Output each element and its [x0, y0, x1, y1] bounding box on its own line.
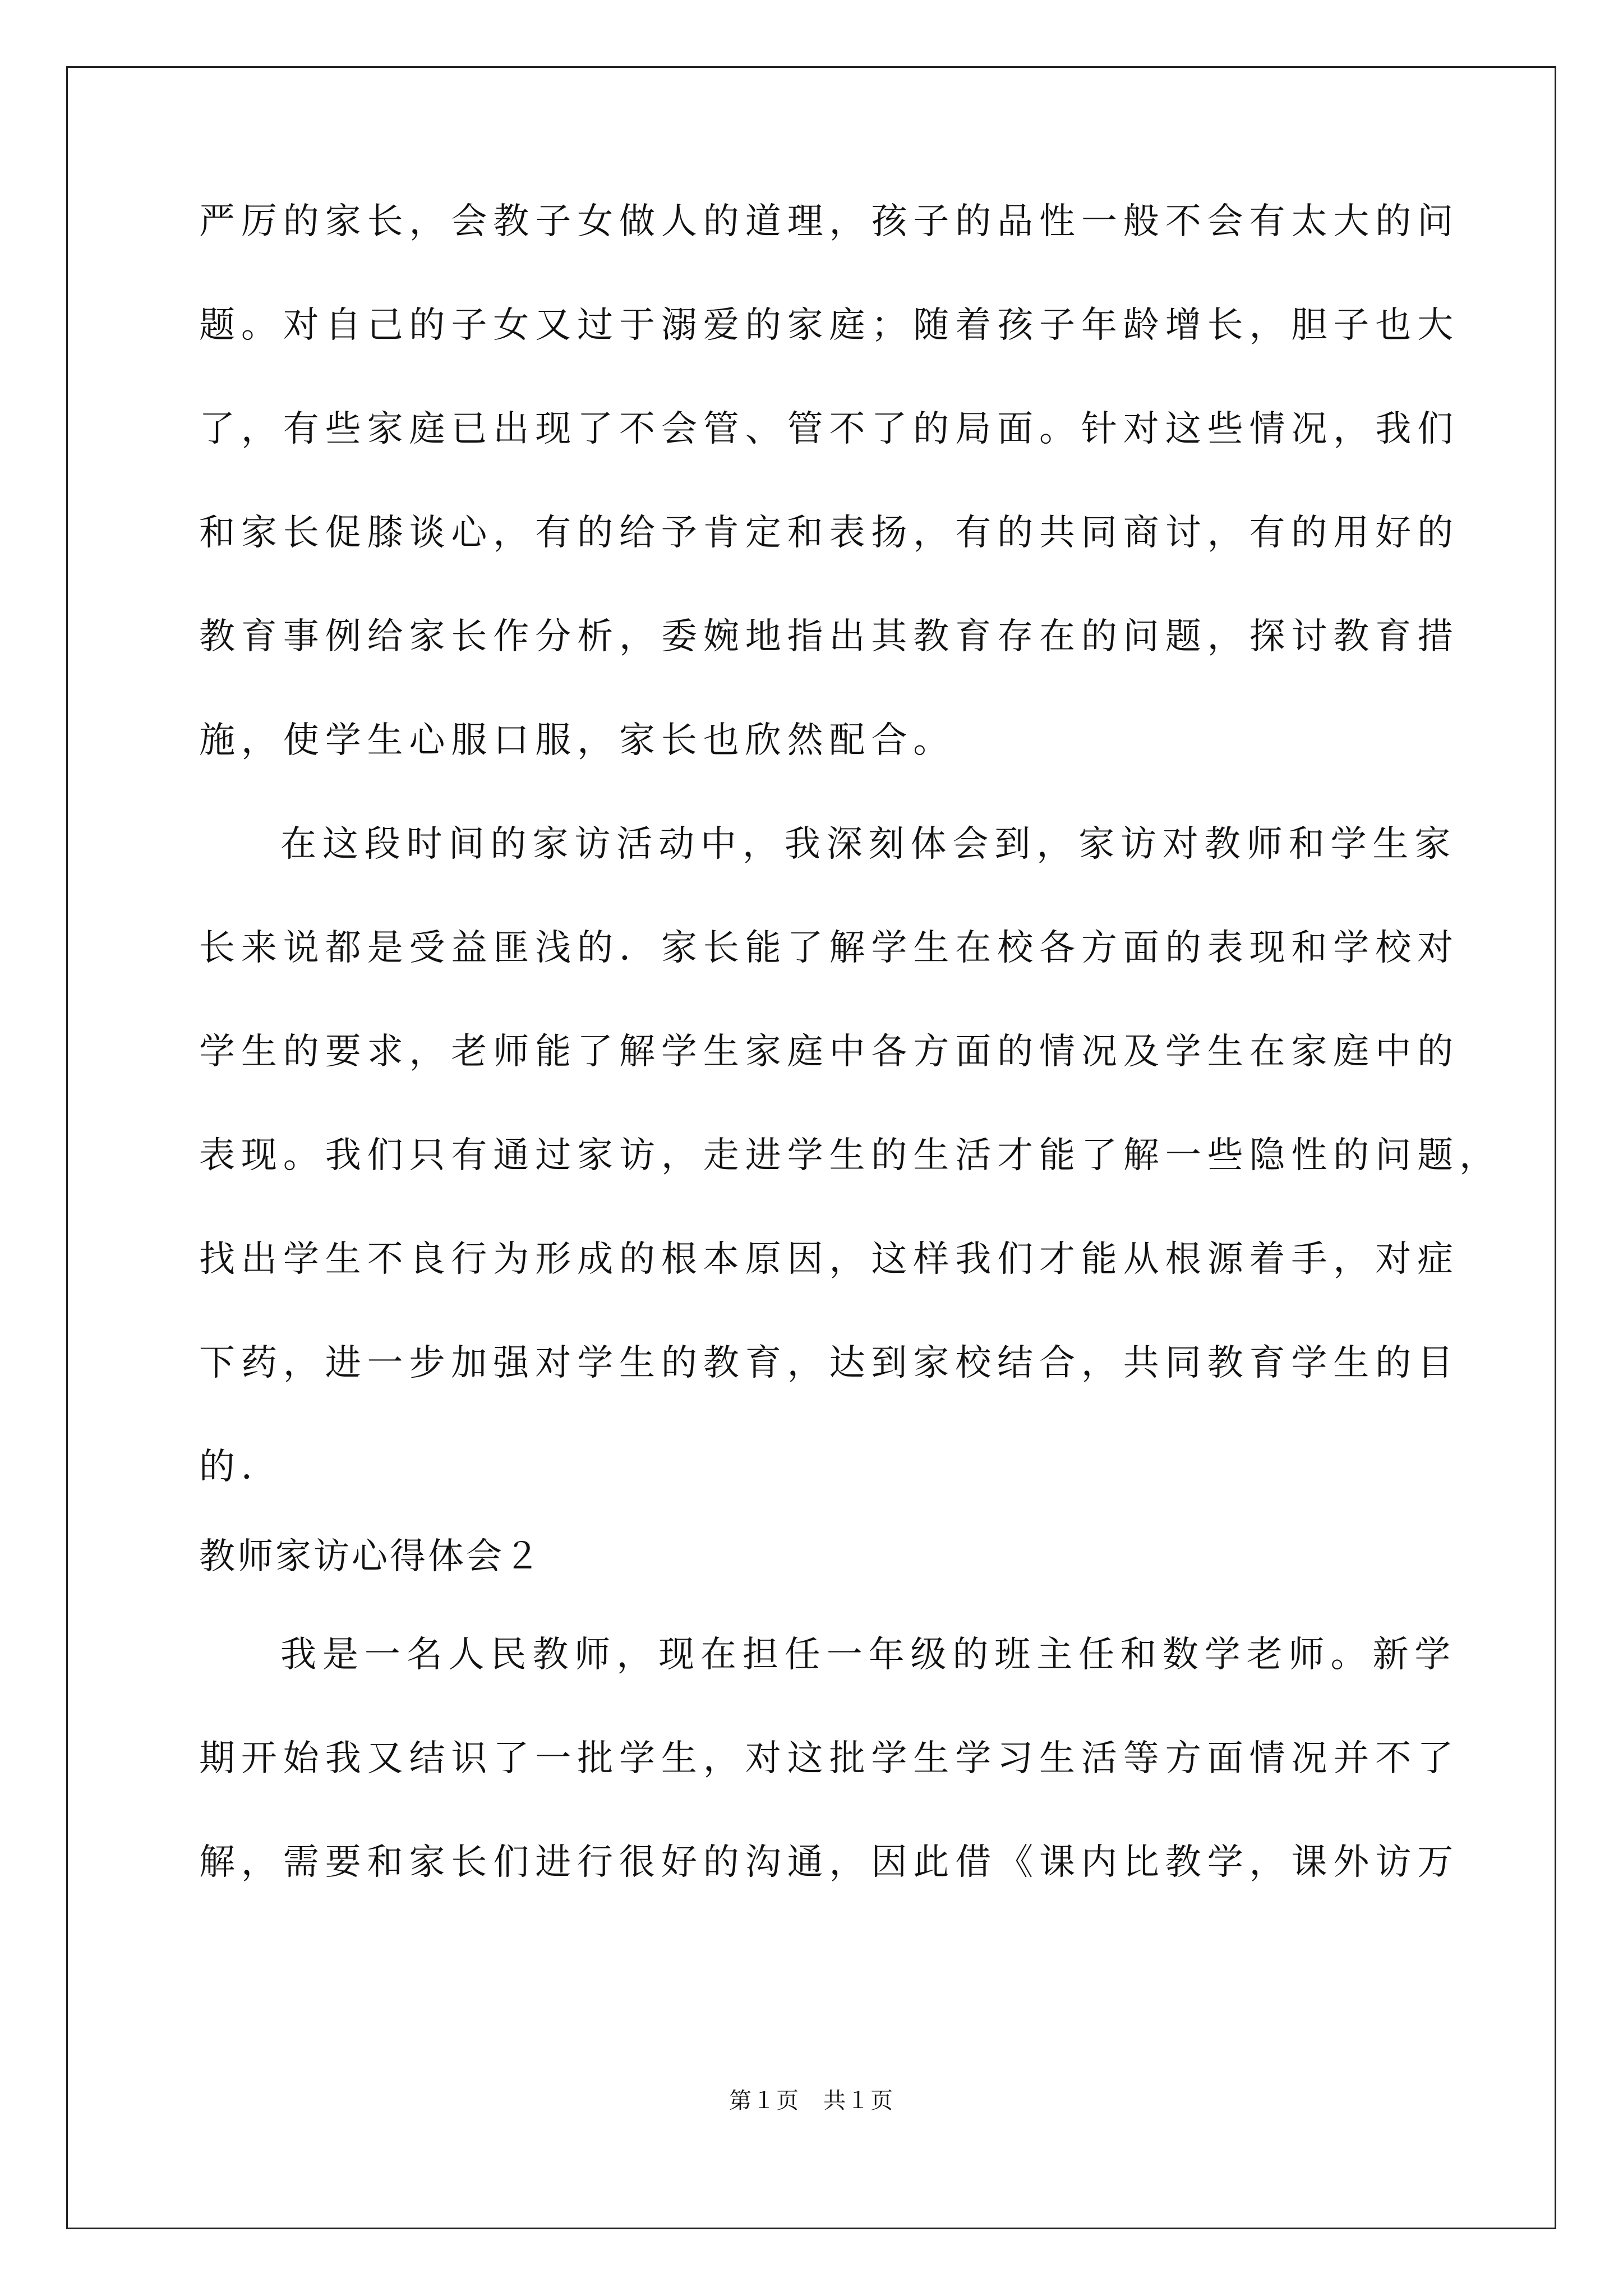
paragraph-2-line: 下药，进一步加强对学生的教育，达到家校结合，共同教育学生的目 — [199, 1342, 1459, 1384]
paragraph-3-line: 解，需要和家长们进行很好的沟通，因此借《课内比教学，课外访万 — [199, 1842, 1459, 1883]
paragraph-2-line: 找出学生不良行为形成的根本原因，这样我们才能从根源着手，对症 — [199, 1239, 1459, 1280]
paragraph-1-line: 题。对自己的子女又过于溺爱的家庭；随着孩子年龄增长，胆子也大 — [199, 305, 1459, 346]
paragraph-1-line: 了，有些家庭已出现了不会管、管不了的局面。针对这些情况，我们 — [199, 408, 1459, 450]
paragraph-1-line: 施，使学生心服口服，家长也欣然配合。 — [199, 720, 956, 761]
paragraph-2-line: 长来说都是受益匪浅的．家长能了解学生在校各方面的表现和学校对 — [199, 927, 1459, 969]
paragraph-1-line: 和家长促膝谈心，有的给予肯定和表扬，有的共同商讨，有的用好的 — [199, 512, 1459, 554]
paragraph-1-line: 严厉的家长，会教子女做人的道理，孩子的品性一般不会有太大的问 — [199, 201, 1459, 242]
paragraph-3-line: 期开始我又结识了一批学生，对这批学生学习生活等方面情况并不了 — [199, 1738, 1459, 1779]
paragraph-2-line: 学生的要求，老师能了解学生家庭中各方面的情况及学生在家庭中的 — [199, 1031, 1459, 1073]
paragraph-2-line: 的． — [199, 1446, 283, 1488]
page-footer: 第１页 共１页 — [729, 2088, 894, 2114]
paragraph-1-line: 教育事例给家长作分析，委婉地指出其教育存在的问题，探讨教育措 — [199, 616, 1459, 657]
paragraph-2-line: 在这段时间的家访活动中，我深刻体会到，家访对教师和学生家 — [280, 823, 1457, 865]
section-heading: 教师家访心得体会２ — [199, 1536, 542, 1577]
paragraph-3-line: 我是一名人民教师，现在担任一年级的班主任和数学老师。新学 — [280, 1634, 1457, 1676]
paragraph-2-line: 表现。我们只有通过家访，走进学生的生活才能了解一些隐性的问题， — [199, 1135, 1501, 1176]
